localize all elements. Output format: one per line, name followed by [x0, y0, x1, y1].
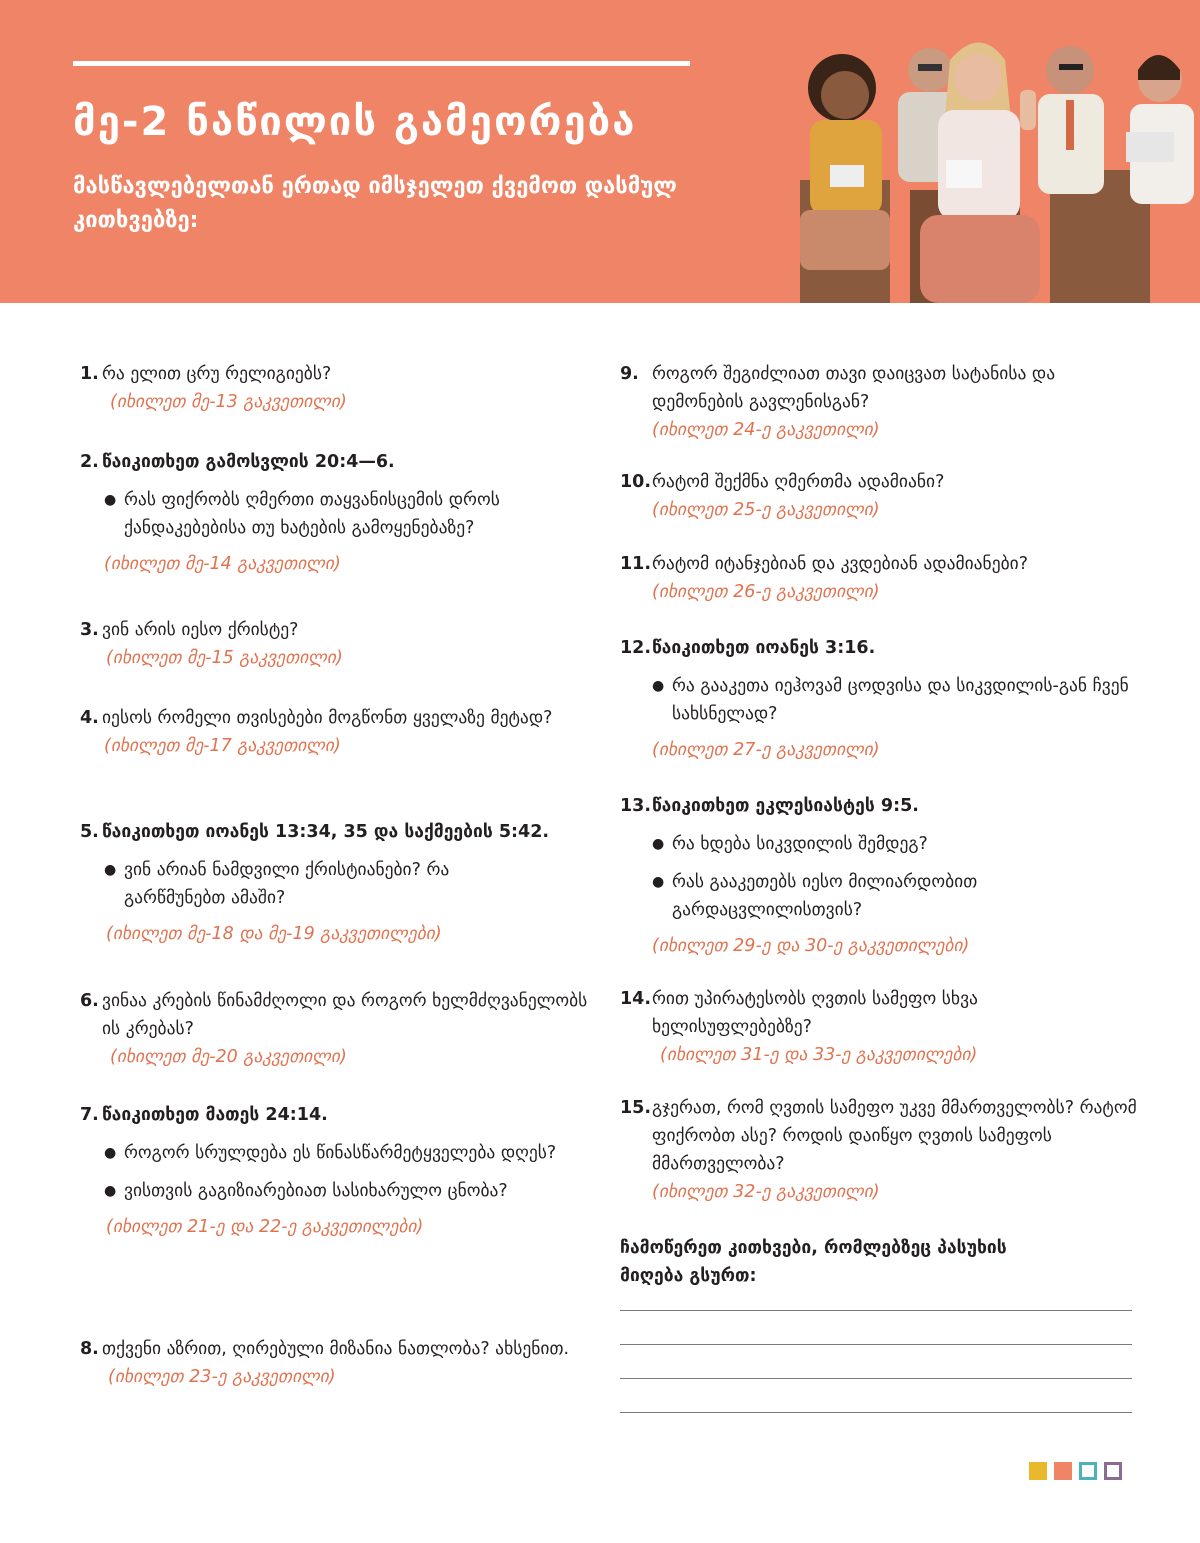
bullet-text: რა გააკეთა იეჰოვამ ცოდვისა და სიკვდილის-გან ჩვენ სახსნელად?: [672, 676, 1129, 724]
coral-square-icon: [1054, 1462, 1072, 1480]
question-text: რით უპირატესობს ღვთის სამეფო სხვა ხელისუფლებებზე?: [652, 989, 978, 1037]
purple-outline-square-icon: [1104, 1462, 1122, 1480]
question-number: 1.: [80, 364, 99, 384]
question-text: წაიკითხეთ მათეს 24:14.: [102, 1105, 328, 1125]
question-text: იესოს რომელი თვისებები მოგწონთ ყველაზე მეტად?: [102, 708, 553, 728]
lesson-reference: (იხილეთ 25-ე გაკვეთილი): [652, 500, 880, 520]
question-number: 12.: [620, 638, 652, 658]
question-6: [80, 987, 600, 1071]
bullet-icon: ●: [104, 1145, 117, 1161]
bullet-icon: ●: [104, 492, 117, 508]
decorative-squares: [1029, 1462, 1122, 1480]
question-number: 9.: [620, 364, 639, 384]
people-illustration: [770, 0, 1200, 303]
question-text: წაიკითხეთ იოანეს 13:34, 35 და საქმეების 5:42.: [102, 822, 550, 842]
bullet-icon: ●: [652, 874, 665, 890]
lesson-reference: (იხილეთ 21-ე და 22-ე გაკვეთილები): [106, 1217, 424, 1237]
header-rule: [73, 61, 690, 66]
question-number: 7.: [80, 1105, 99, 1125]
lesson-reference: (იხილეთ 32-ე გაკვეთილი): [652, 1182, 880, 1202]
question-number: 14.: [620, 989, 652, 1009]
lesson-reference: (იხილეთ მე-20 გაკვეთილი): [110, 1047, 347, 1067]
lesson-reference: (იხილეთ მე-14 გაკვეთილი): [104, 554, 341, 574]
question-number: 4.: [80, 708, 99, 728]
question-text: რა ელით ცრუ რელიგიებს?: [102, 364, 332, 384]
lesson-reference: (იხილეთ 29-ე და 30-ე გაკვეთილები): [652, 936, 970, 956]
answer-line: [620, 1310, 1132, 1311]
header-banner: [0, 0, 1200, 303]
bullet-text: ვინ არიან ნამდვილი ქრისტიანები? რა გარწმუნებთ ამაში?: [124, 860, 450, 908]
bullet-text: რა ხდება სიკვდილის შემდეგ?: [672, 834, 928, 854]
notes-prompt: ჩამოწერეთ კითხვები, რომლებზეც პასუხის მიღება გსურთ:: [620, 1238, 1007, 1286]
question-11: [620, 550, 1140, 606]
page-subtitle: მასწავლებელთან ერთად იმსჯელეთ ქვემოთ დასმულ კითხვებზე:: [73, 174, 677, 233]
lesson-reference: (იხილეთ 23-ე გაკვეთილი): [108, 1367, 336, 1387]
page-title: მე-2 ნაწილის გამეორება: [73, 99, 637, 145]
question-2: [80, 448, 600, 578]
question-text: ვინაა კრების წინამძღოლი და როგორ ხელმძღვანელობს ის კრებას?: [102, 991, 588, 1039]
question-number: 5.: [80, 822, 99, 842]
lesson-reference: (იხილეთ 24-ე გაკვეთილი): [652, 420, 880, 440]
bullet-icon: ●: [652, 678, 665, 694]
question-1: [80, 360, 600, 416]
question-number: 6.: [80, 991, 99, 1011]
question-number: 3.: [80, 620, 99, 640]
question-10: [620, 468, 1140, 524]
teal-outline-square-icon: [1079, 1462, 1097, 1480]
question-text: წაიკითხეთ ეკლესიასტეს 9:5.: [652, 796, 919, 816]
answer-line: [620, 1412, 1132, 1413]
question-text: რატომ შექმნა ღმერთმა ადამიანი?: [652, 472, 945, 492]
question-15: [620, 1094, 1140, 1206]
lesson-reference: (იხილეთ 31-ე და 33-ე გაკვეთილები): [660, 1045, 978, 1065]
bullet-icon: ●: [104, 1183, 117, 1199]
question-number: 13.: [620, 796, 652, 816]
question-text: ვინ არის იესო ქრისტე?: [102, 620, 299, 640]
question-5: [80, 818, 600, 948]
question-text: წაიკითხეთ იოანეს 3:16.: [652, 638, 876, 658]
yellow-square-icon: [1029, 1462, 1047, 1480]
lesson-reference: (იხილეთ მე-18 და მე-19 გაკვეთილები): [106, 924, 442, 944]
question-9: [620, 360, 1140, 444]
question-7: [80, 1101, 600, 1241]
lesson-reference: (იხილეთ 27-ე გაკვეთილი): [652, 740, 880, 760]
question-number: 11.: [620, 554, 652, 574]
question-number: 10.: [620, 472, 652, 492]
question-8: [80, 1335, 600, 1391]
lesson-reference: (იხილეთ მე-13 გაკვეთილი): [110, 392, 347, 412]
lesson-reference: (იხილეთ 26-ე გაკვეთილი): [652, 582, 880, 602]
question-4: [80, 704, 600, 760]
question-text: თქვენი აზრით, ღირებული მიზანია ნათლობა? ახსენით.: [102, 1339, 570, 1359]
bullet-text: რას გააკეთებს იესო მილიარდობით გარდაცვლილისთვის?: [672, 872, 978, 920]
bullet-icon: ●: [652, 836, 665, 852]
question-text: როგორ შეგიძლიათ თავი დაიცვათ სატანისა და დემონების გავლენისგან?: [652, 364, 1056, 412]
bullet-text: ვისთვის გაგიზიარებიათ სასიხარულო ცნობა?: [124, 1181, 508, 1201]
bullet-icon: ●: [104, 862, 117, 878]
question-number: 15.: [620, 1098, 652, 1118]
bullet-text: რას ფიქრობს ღმერთი თაყვანისცემის დროს ქანდაკებებისა თუ ხატების გამოყენებაზე?: [124, 490, 500, 538]
lesson-reference: (იხილეთ მე-15 გაკვეთილი): [106, 648, 343, 668]
question-text: რატომ იტანჯებიან და კვდებიან ადამიანები?: [652, 554, 1028, 574]
question-number: 8.: [80, 1339, 99, 1359]
bullet-text: როგორ სრულდება ეს წინასწარმეტყველება დღეს?: [124, 1143, 557, 1163]
question-text: გჯერათ, რომ ღვთის სამეფო უკვე მმართველობს? რატომ ფიქრობთ ასე? როდის დაიწყო ღვთის სამეფოს მმართველობა?: [652, 1098, 1137, 1174]
lesson-reference: (იხილეთ მე-17 გაკვეთილი): [104, 736, 341, 756]
question-number: 2.: [80, 452, 99, 472]
answer-line: [620, 1344, 1132, 1345]
answer-line: [620, 1378, 1132, 1379]
question-text: წაიკითხეთ გამოსვლის 20:4—6.: [102, 452, 395, 472]
question-14: [620, 985, 1140, 1069]
question-12: [620, 634, 1140, 764]
question-13: [620, 792, 1140, 960]
question-3: [80, 616, 600, 672]
